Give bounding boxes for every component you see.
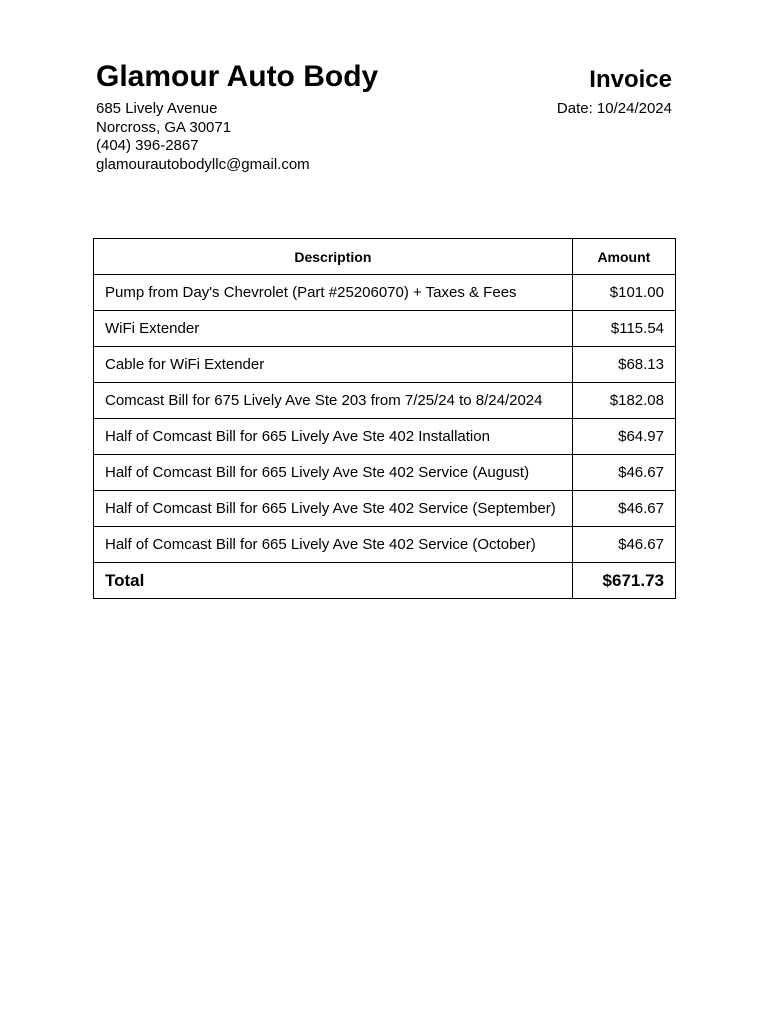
row-amount: $182.08 bbox=[572, 383, 675, 419]
total-label: Total bbox=[94, 563, 573, 599]
invoice-title: Invoice bbox=[589, 66, 672, 93]
row-description: Half of Comcast Bill for 665 Lively Ave Ste 402 Installation bbox=[94, 419, 573, 455]
company-email: glamourautobodyllc@gmail.com bbox=[96, 155, 310, 173]
table-header-row bbox=[94, 239, 676, 275]
address-street: 685 Lively Avenue bbox=[96, 100, 218, 117]
row-description: Half of Comcast Bill for 665 Lively Ave Ste 402 Service (September) bbox=[94, 491, 573, 527]
header-amount: Amount bbox=[572, 239, 675, 275]
row-description: Comcast Bill for 675 Lively Ave Ste 203 from 7/25/24 to 8/24/2024 bbox=[94, 383, 573, 419]
row-description: WiFi Extender bbox=[94, 311, 573, 347]
company-address-block bbox=[96, 100, 310, 174]
table-row bbox=[94, 311, 676, 347]
table-row bbox=[94, 275, 676, 311]
invoice-date bbox=[557, 100, 672, 119]
row-description: Cable for WiFi Extender bbox=[94, 347, 573, 383]
row-description: Half of Comcast Bill for 665 Lively Ave Ste 402 Service (October) bbox=[94, 527, 573, 563]
row-description: Half of Comcast Bill for 665 Lively Ave Ste 402 Service (August) bbox=[94, 455, 573, 491]
company-phone: (404) 396-2867 bbox=[96, 137, 199, 154]
company-name: Glamour Auto Body bbox=[96, 60, 379, 93]
total-row bbox=[94, 563, 676, 599]
address-city-state-zip: Norcross, GA 30071 bbox=[96, 118, 232, 136]
row-amount: $101.00 bbox=[572, 275, 675, 311]
table-row bbox=[94, 455, 676, 491]
row-amount: $46.67 bbox=[572, 491, 675, 527]
row-amount: $68.13 bbox=[572, 347, 675, 383]
invoice-date-label: Date: bbox=[556, 100, 593, 117]
table-row bbox=[94, 491, 676, 527]
invoice-items-table bbox=[93, 238, 676, 599]
total-amount: $671.73 bbox=[572, 563, 675, 599]
row-amount: $46.67 bbox=[572, 527, 675, 563]
header-description: Description bbox=[94, 239, 573, 275]
row-amount: $64.97 bbox=[572, 419, 675, 455]
table-row bbox=[94, 347, 676, 383]
row-description: Pump from Day's Chevrolet (Part #25206070) + Taxes & Fees bbox=[94, 275, 573, 311]
table-row bbox=[94, 419, 676, 455]
row-amount: $115.54 bbox=[572, 311, 675, 347]
row-amount: $46.67 bbox=[572, 455, 675, 491]
table-row bbox=[94, 383, 676, 419]
invoice-date-value: 10/24/2024 bbox=[596, 100, 672, 117]
table-row bbox=[94, 527, 676, 563]
